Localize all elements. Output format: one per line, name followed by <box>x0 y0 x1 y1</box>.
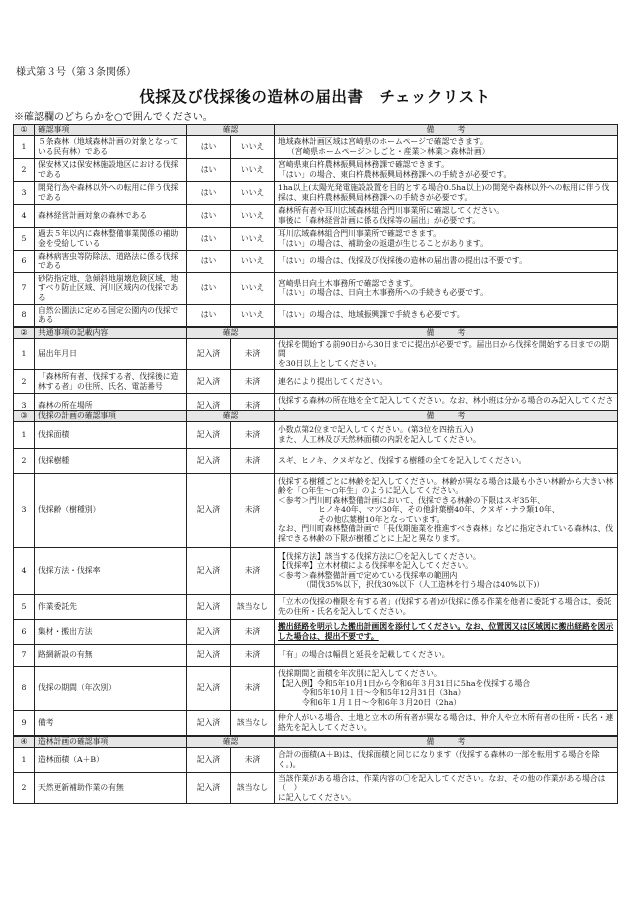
item-text: 伐採面積 <box>35 421 187 448</box>
option-unfilled[interactable]: 未済 <box>231 394 275 418</box>
option-no[interactable]: いいえ <box>231 272 275 304</box>
remark-line: 伐採する樹種ごとに林齢を記入してください。林齢が異なる場合は最も小さい林齢から大きい林 <box>278 476 614 486</box>
check-column-header: 確認 <box>187 737 275 748</box>
table-row <box>14 135 618 158</box>
remark-line: 連名により提出してください。 <box>278 376 388 386</box>
remark-line: 伐採を開始する前90日から30日までに提出が必要です。届出日から伐採を開始する日までの期間 <box>278 339 610 358</box>
option-not-applicable[interactable]: 該当なし <box>231 772 275 804</box>
item-text: 砂防指定地、急傾斜地崩壊危険区域、地すべり防止区域、河川区域内の伐採である <box>35 272 187 304</box>
option-filled[interactable]: 記入済 <box>187 594 231 619</box>
option-no[interactable]: いいえ <box>231 227 275 250</box>
item-text: 備考 <box>35 710 187 735</box>
section-3-header <box>14 411 618 422</box>
remark-cell <box>275 181 618 204</box>
remarks-column-header: 備 考 <box>275 328 618 339</box>
remark-line: なお、門川町森林整備計画で「長伐期施業を推進すべき森林」などに指定されている森林は、伐 <box>278 524 614 534</box>
remark-line: 絡先を記入してください。 <box>278 722 372 732</box>
option-filled[interactable]: 記入済 <box>187 338 231 370</box>
remark-line: 【伐採方法】該当する伐採方法に〇を記入してください。 <box>278 551 481 561</box>
table-row <box>14 204 618 227</box>
item-text: 森林経営計画対象の森林である <box>35 204 187 227</box>
table-row <box>14 338 618 370</box>
remark-line-emphasis: 搬出経路を明示した搬出計画図を添付してください。なお、位置図又は区域図に搬出経路を図示 <box>278 622 614 631</box>
remark-line: 「はい」の場合は、日向土木事務所への手続きも必要です。 <box>278 288 488 297</box>
page-title: 伐採及び伐採後の造林の届出書 チェックリスト <box>139 87 491 106</box>
option-unfilled[interactable]: 未済 <box>231 666 275 710</box>
option-no[interactable]: いいえ <box>231 181 275 204</box>
remark-line: 令和5年10月１日～令和5年12月31日（3ha） <box>302 688 466 697</box>
remark-line: 「はい」の場合は、伐採及び伐採後の造林の届出書の提出は不要です。 <box>278 256 527 266</box>
remark-cell <box>275 204 618 227</box>
remark-line: また、人工林及び天然林面積の内訳を記入してください。 <box>278 434 481 444</box>
option-unfilled[interactable]: 未済 <box>231 644 275 666</box>
section-4-header <box>14 737 618 748</box>
section-number: ③ <box>14 411 35 422</box>
option-no[interactable]: いいえ <box>231 158 275 181</box>
remark-cell <box>275 421 618 448</box>
table-row <box>14 666 618 710</box>
remark-line: 耳川広域森林組合門川事業所で確認できます。 <box>278 229 442 238</box>
item-text: 路網新設の有無 <box>35 644 187 666</box>
remark-line: 「はい」の場合は、補助金の返還が生じることがあります。 <box>278 238 488 248</box>
remarks-column-header: 備 考 <box>275 125 618 136</box>
item-text: 伐採樹種 <box>35 448 187 473</box>
row-number: 4 <box>14 547 35 594</box>
table-row <box>14 181 618 204</box>
option-filled[interactable]: 記入済 <box>187 710 231 735</box>
remark-line: 令和6年１月１日～令和6年３月20日（2ha） <box>302 697 462 707</box>
section-2-header <box>14 328 618 339</box>
option-filled[interactable]: 記入済 <box>187 666 231 710</box>
remark-line: 「はい」の場合は、地域振興課で手続きも必要です。 <box>278 310 465 320</box>
remark-cell <box>275 227 618 250</box>
item-text: 伐採齢（樹種別） <box>35 473 187 547</box>
row-number: 4 <box>14 204 35 227</box>
item-text: 「森林所有者、伐採する者、伐採後に造林する者」の住所、氏名、電話番号 <box>35 370 187 394</box>
section-heading: 造林計画の確認事項 <box>35 737 187 748</box>
remark-line: を30日以上としてください。 <box>278 358 382 368</box>
row-number: 1 <box>14 135 35 158</box>
remark-cell <box>275 710 618 735</box>
remark-line: ＜参考＞森林整備計画で定めている伐採率の範囲内 <box>278 570 458 580</box>
row-number: 8 <box>14 666 35 710</box>
remarks-column-header: 備 考 <box>275 737 618 748</box>
option-no[interactable]: いいえ <box>231 135 275 158</box>
option-yes[interactable]: はい <box>187 204 231 227</box>
remark-line: ＜参考＞門川町森林整備計画において、伐採できる林齢の下限はスギ35年、 <box>278 495 546 505</box>
item-text: 届出年月日 <box>35 338 187 370</box>
option-unfilled[interactable]: 未済 <box>231 547 275 594</box>
row-number: 3 <box>14 181 35 204</box>
option-unfilled[interactable]: 未済 <box>231 473 275 547</box>
option-filled[interactable]: 記入済 <box>187 370 231 394</box>
row-number: 6 <box>14 619 35 644</box>
remark-line: 「はい」の場合、東臼杵農林振興局林務課への手続きが必要です。 <box>278 169 512 179</box>
option-filled[interactable]: 記入済 <box>187 747 231 772</box>
row-number: 1 <box>14 421 35 448</box>
remark-cell <box>275 272 618 304</box>
row-number: 7 <box>14 644 35 666</box>
table-row <box>14 370 618 394</box>
remark-line: 先の住所・氏名を記入してください。 <box>278 606 411 616</box>
remark-cell <box>275 370 618 394</box>
remark-cell <box>275 747 618 772</box>
remark-line: 地域森林計画区域は宮崎県のホームページで確認できます。 <box>278 137 488 146</box>
option-unfilled[interactable]: 未済 <box>231 747 275 772</box>
table-row <box>14 473 618 547</box>
remarks-column-header: 備 考 <box>275 411 618 422</box>
check-column-header: 確認 <box>187 411 275 422</box>
table-row <box>14 421 618 448</box>
option-not-applicable[interactable]: 該当なし <box>231 710 275 735</box>
check-column-header: 確認 <box>187 328 275 339</box>
item-text: 森林病害虫等防除法、道路法に係る伐採である <box>35 250 187 272</box>
row-number: 3 <box>14 473 35 547</box>
option-not-applicable[interactable]: 該当なし <box>231 594 275 619</box>
item-text: 天然更新補助作業の有無 <box>35 772 187 804</box>
section-number: ④ <box>14 737 35 748</box>
item-text: 伐採方法・伐採率 <box>35 547 187 594</box>
remark-line: （宮崎県ホームページ＞しごと・産業＞林業＞森林計画） <box>287 146 490 156</box>
section-3-table <box>13 410 618 736</box>
check-column-header: 確認 <box>187 125 275 136</box>
remark-line: に記入してください。 <box>278 792 356 802</box>
row-number: 2 <box>14 370 35 394</box>
table-row <box>14 710 618 735</box>
remark-line: その他広葉樹10年となっています。 <box>318 514 445 524</box>
remark-cell <box>275 158 618 181</box>
remark-cell <box>275 304 618 326</box>
remark-cell <box>275 772 618 804</box>
remark-line: 【記入例】令和5年10月1日から令和6年３月31日に5haを伐採する場合 <box>278 678 531 688</box>
remark-cell <box>275 448 618 473</box>
row-number: 3 <box>14 394 35 418</box>
item-text: 集材・搬出方法 <box>35 619 187 644</box>
remark-line: 宮崎県日向土木事務所で確認できます。 <box>278 278 418 288</box>
remark-line: 「立木の伐採の権限を有する者」(伐採する者)が伐採に係る作業を他者に委託する場合は、委託 <box>278 597 612 606</box>
remark-cell <box>275 547 618 594</box>
remark-line: 宮崎県東臼杵農林振興局林務課で確認できます。 <box>278 160 449 169</box>
remark-line: 1ha以上(太陽光発電施設設置を目的とする場合0.5ha以上)の開発や森林以外への転用に伴う伐 <box>278 183 610 192</box>
remark-line-emphasis: した場合は、提出不要です。 <box>278 631 379 641</box>
remark-line: 森林所有者や耳川広域森林組合門川事業所に確認してください。 <box>278 206 505 215</box>
remark-line: 採は、東臼杵農林振興局林務課への手続きが必要です。 <box>278 192 473 202</box>
remark-line: 採できる林齢の下限が樹種ごとに上記と異なります。 <box>278 533 465 543</box>
section-number: ① <box>14 125 35 136</box>
remark-cell <box>275 250 618 272</box>
option-unfilled[interactable]: 未済 <box>231 338 275 370</box>
remark-line: 事後に「森林経営計画に係る伐採等の届出」が必要です。 <box>278 215 481 225</box>
option-yes[interactable]: はい <box>187 135 231 158</box>
table-row <box>14 227 618 250</box>
section-1-header <box>14 125 618 136</box>
option-yes[interactable]: はい <box>187 158 231 181</box>
remark-line: 【伐採率】立木材積による伐採率を記入してください。 <box>278 561 473 570</box>
form-number: 様式第３号（第３条関係） <box>16 67 136 78</box>
item-text: 開発行為や森林以外への転用に伴う伐採である <box>35 181 187 204</box>
remark-line: 「有」の場合は幅員と延長を記載してください。 <box>278 650 450 660</box>
table-row <box>14 747 618 772</box>
option-filled[interactable]: 記入済 <box>187 473 231 547</box>
remark-line: 伐採する森林の所在地を全て記入してください。なお、林小班は分かる場合のみ記入してくださ <box>278 396 614 405</box>
item-text: 過去５年以内に森林整備事業関係の補助金を受給している <box>35 227 187 250</box>
remark-cell <box>275 594 618 619</box>
row-number: 2 <box>14 448 35 473</box>
item-text: 造林面積（A＋B） <box>35 747 187 772</box>
table-row <box>14 250 618 272</box>
section-heading: 確認事項 <box>35 125 187 136</box>
section-number: ② <box>14 328 35 339</box>
section-4-table <box>13 736 618 804</box>
row-number: 9 <box>14 710 35 735</box>
remark-line: ヒノキ40年、マツ30年、その他針葉樹40年、クヌギ・ナラ類10年、 <box>318 505 560 515</box>
option-no[interactable]: いいえ <box>231 204 275 227</box>
option-filled[interactable]: 記入済 <box>187 394 231 418</box>
table-row <box>14 304 618 326</box>
remark-cell <box>275 135 618 158</box>
option-filled[interactable]: 記入済 <box>187 547 231 594</box>
remark-line: 当該作業がある場合は、作業内容の〇を記入してください。なお、その他の作業がある場合は（ ） <box>278 773 606 792</box>
remark-cell <box>275 473 618 547</box>
option-filled[interactable]: 記入済 <box>187 421 231 448</box>
option-unfilled[interactable]: 未済 <box>231 619 275 644</box>
row-number: 1 <box>14 338 35 370</box>
table-row <box>14 594 618 619</box>
table-row <box>14 644 618 666</box>
remark-line: 合計の面積(A＋B)は、伐採面積と同じになります（伐採する森林の一部を転用する場合を除 <box>278 750 600 759</box>
option-unfilled[interactable]: 未済 <box>231 370 275 394</box>
item-text: 作業委託先 <box>35 594 187 619</box>
row-number: 6 <box>14 250 35 272</box>
table-row <box>14 772 618 804</box>
option-unfilled[interactable]: 未済 <box>231 448 275 473</box>
item-text: 保安林又は保安林施設地区における伐採である <box>35 158 187 181</box>
option-yes[interactable]: はい <box>187 272 231 304</box>
row-number: 5 <box>14 594 35 619</box>
section-2-table <box>13 327 618 418</box>
table-row <box>14 619 618 644</box>
remark-line: 伐採期間と面積を年次別に記入してください。 <box>278 669 442 678</box>
option-filled[interactable]: 記入済 <box>187 772 231 804</box>
table-row <box>14 448 618 473</box>
item-text: 自然公園法に定める国定公園内の伐採である <box>35 304 187 326</box>
row-number: 2 <box>14 772 35 804</box>
option-yes[interactable]: はい <box>187 227 231 250</box>
option-filled[interactable]: 記入済 <box>187 448 231 473</box>
row-number: 2 <box>14 158 35 181</box>
remark-line: 小数点第2位まで記入してください。(第3位を四捨五入) <box>278 425 474 434</box>
table-row <box>14 547 618 594</box>
section-1-table <box>13 124 618 327</box>
option-yes[interactable]: はい <box>187 250 231 272</box>
remark-line: 齢を「○年生～○年生」のように記入してください。 <box>278 486 464 496</box>
section-heading: 伐採の計画の確認事項 <box>35 411 187 422</box>
remark-line: く。)。 <box>278 759 301 769</box>
row-number: 7 <box>14 272 35 304</box>
option-filled[interactable]: 記入済 <box>187 644 231 666</box>
item-text: 森林の所在場所 <box>35 394 187 418</box>
remark-cell <box>275 338 618 370</box>
option-filled[interactable]: 記入済 <box>187 619 231 644</box>
remark-cell <box>275 666 618 710</box>
section-heading: 共通事項の記載内容 <box>35 328 187 339</box>
table-row <box>14 158 618 181</box>
remark-line: 仲介人がいる場合、土地と立木の所有者が異なる場合は、仲介人や立木所有者の住所・氏名・連 <box>278 713 614 722</box>
remark-line: スギ、ヒノキ、クヌギなど、伐採する樹種の全てを記入してください。 <box>278 455 527 465</box>
option-yes[interactable]: はい <box>187 304 231 326</box>
row-number: 5 <box>14 227 35 250</box>
option-no[interactable]: いいえ <box>231 304 275 326</box>
remark-cell <box>275 619 618 644</box>
item-text: 伐採の期間（年次別） <box>35 666 187 710</box>
item-text: ５条森林（地域森林計画の対象となっている民有林）である <box>35 135 187 158</box>
remark-line: （間伐35%以下，択伐30%以下（人工造林を行う場合は40%以下)） <box>302 580 545 589</box>
remark-cell <box>275 644 618 666</box>
option-unfilled[interactable]: 未済 <box>231 421 275 448</box>
option-yes[interactable]: はい <box>187 181 231 204</box>
option-no[interactable]: いいえ <box>231 250 275 272</box>
instruction-note: ※確認欄のどちらかを○で囲んでください。 <box>14 112 213 123</box>
table-row <box>14 272 618 304</box>
row-number: 8 <box>14 304 35 326</box>
row-number: 1 <box>14 747 35 772</box>
